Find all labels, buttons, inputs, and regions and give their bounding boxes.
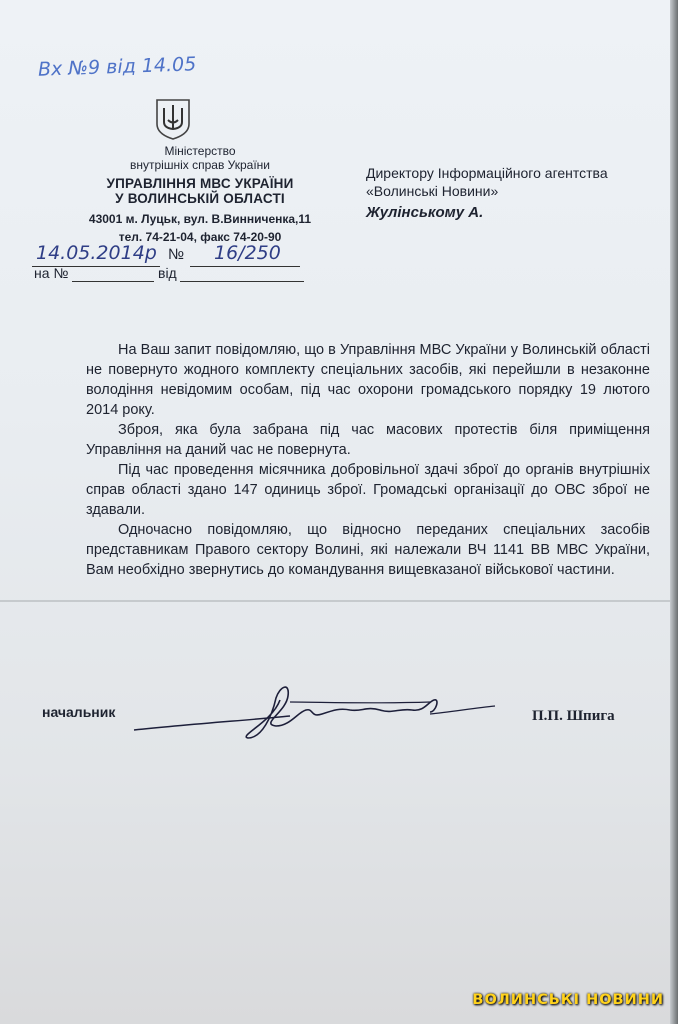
department-line1: УПРАВЛІННЯ МВС УКРАЇНИ xyxy=(106,176,294,191)
incoming-note: Вх №9 від 14.05 xyxy=(37,53,197,81)
reply-number-underline xyxy=(72,281,154,282)
handwritten-signature xyxy=(130,672,500,752)
number-sign: № xyxy=(168,246,185,263)
body-paragraph-4: Одночасно повідомляю, що відносно переданих спеціальних засобів представникам Правого сектору Волині, які належали ВЧ 1141 ВВ МВС України, Вам необхідно звернутись до командування вищевказаної військової частини. xyxy=(86,522,650,578)
outgoing-date: 14.05.2014р xyxy=(36,242,157,264)
reply-from: від xyxy=(158,265,177,281)
ministry-line2: внутрішніх справ України xyxy=(130,158,270,172)
signatory-name: П.П. Шпига xyxy=(532,708,615,724)
trident-coat-of-arms-icon xyxy=(154,98,192,140)
body-paragraph-2: Зброя, яка була забрана під час масових протестів біля приміщення Управління на даний час не повернута. xyxy=(86,422,650,458)
body-paragraph-3: Під час проведення місячника добровільної здачі зброї до органів внутрішніх справ області здано 147 одиниць зброї. Громадські організації до ОВС зброї не здавали. xyxy=(86,462,650,518)
news-watermark: ВОЛИНСЬКІ НОВИНИ xyxy=(472,992,664,1008)
phones: тел. 74-21-04, факс 74-20-90 xyxy=(118,230,282,244)
body-paragraph-1: На Ваш запит повідомляю, що в Управління МВС України у Волинській області не повернуто жодного комплекту спеціальних засобів, які перейшли в незаконне володіння невідомим особам, під час охорони громадського порядку 19 лютого 2014 року. xyxy=(86,342,650,418)
addressee-line1: Директору Інформаційного агентства xyxy=(366,165,608,181)
number-underline xyxy=(190,266,300,267)
outgoing-number: 16/250 xyxy=(214,242,281,264)
letterhead xyxy=(50,144,350,244)
ministry-line1: Міністерство xyxy=(164,144,236,158)
reply-prefix: на № xyxy=(34,265,69,281)
reply-date-underline xyxy=(180,281,304,282)
signatory-title: начальник xyxy=(42,704,116,720)
page-edge-shadow xyxy=(670,0,678,1024)
department-line2: У ВОЛИНСЬКІЙ ОБЛАСТІ xyxy=(115,191,285,206)
paper-fold xyxy=(0,600,672,602)
address: 43001 м. Луцьк, вул. В.Винниченка,11 xyxy=(88,212,312,226)
addressee-line2: «Волинські Новини» xyxy=(366,183,499,199)
addressee-line3: Жулінському А. xyxy=(366,204,484,221)
addressee-block xyxy=(366,164,608,226)
